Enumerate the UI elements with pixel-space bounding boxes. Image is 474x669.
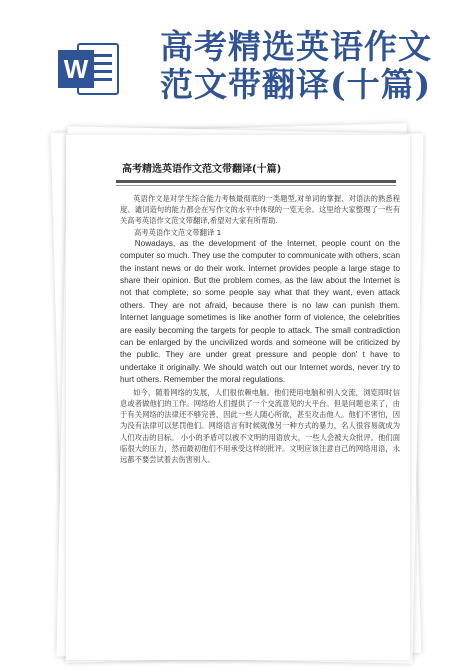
word-document-icon (58, 40, 120, 98)
document-banner-title (160, 28, 460, 104)
title-divider-thin (116, 185, 396, 186)
chinese-translation-paragraph: 如今，随着网络的发展，人们很依赖电脑。他们使用电脑和别人交流，浏览即时信息或者做他们的工作。网络给人们提供了一个交流意见的大平台。但是问题也来了，由于有关网络的法律还不够完善，因此一些人随心所欲，甚至攻击他人。他们不害怕，因为没有法律可以惩罚他们。网络语言有时候就像另一种方式的暴力，名人很容易就成为人们攻击的目标。 小小的矛盾可以被不文明的用语放大，一些人会被大众批评。他们面临很大的压力，然而最初他们不用承受这样的批评。文明应该注意自己的网络用语，永远都不要尝试着去伤害别人。 (120, 387, 400, 464)
banner-title-line-2: 范文带翻译(十篇) (160, 65, 432, 104)
intro-paragraph: 英语作文是对学生综合能力考核最彻底的一类题型,对单词的掌握、对语法的熟悉程度、谴词造句的能力都会在写作文的水平中体现的一览无余。这里给大家整理了一些有关高考英语作文范文带翻译,希望对大家有所帮助. (120, 194, 400, 226)
english-essay-paragraph: Nowadays, as the development of the Internet, people count on the computer so much. They use the computer to communicate with others, scan the instant news or do their work. Internet provides people a large stage to share their opinion. But the problem comes, as the law about the Internet is not that complete, so some people say what that they want, even attack others. They are not afraid, because there is no law can punish them. Internet language sometimes is like another form of violence, the celebrities are easily becoming the targets for people to attack. The small contradiction can be enlarged by the uncivilized words and someone will be criticized by the public. They are under great pressure and people don' t have to undertake it originally. We should watch out our Internet words, never try to hurt others. Remember the moral regulations. (120, 238, 400, 385)
document-page (66, 135, 410, 660)
section-heading: 高考英语作文范文带翻译 1 (134, 227, 222, 237)
title-divider (116, 180, 396, 183)
document-title: 高考精选英语作文范文带翻译(十篇) (122, 164, 282, 175)
document-body (120, 193, 400, 465)
header (0, 0, 474, 120)
banner-title-line-1: 高考精选英语作文 (160, 27, 432, 66)
svg-text:W: W (63, 54, 89, 84)
